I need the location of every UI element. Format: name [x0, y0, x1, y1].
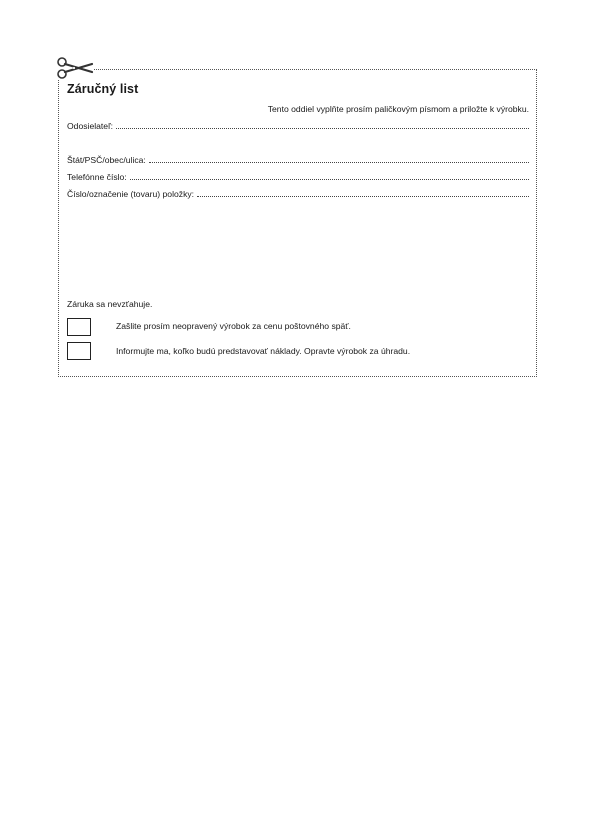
return-unrepaired-label: Zašlite prosím neopravený výrobok za cenu poštovného späť. [116, 321, 351, 331]
sender-label: Odosielateľ: [67, 121, 113, 131]
item-number-line[interactable] [197, 195, 529, 197]
cost-estimate-checkbox[interactable] [67, 342, 91, 360]
item-number-label: Číslo/označenie (tovaru) položky: [67, 189, 195, 199]
phone-label: Telefónne číslo: [67, 172, 127, 182]
instruction-text: Tento oddiel vyplňte prosím paličkovým písmom a priložte k výrobku. [267, 104, 529, 114]
sender-field[interactable] [67, 121, 529, 131]
address-field[interactable] [67, 155, 529, 165]
form-title: Záručný list [67, 82, 139, 96]
cost-estimate-label: Informujte ma, koľko budú predstavovať náklady. Opravte výrobok za úhradu. [116, 346, 411, 356]
item-number-field[interactable] [67, 189, 529, 199]
phone-line[interactable] [130, 178, 529, 180]
address-line[interactable] [149, 161, 529, 163]
address-label: Štát/PSČ/obec/ulica: [67, 155, 146, 165]
return-unrepaired-checkbox[interactable] [67, 318, 91, 336]
disclaimer-text: Záruka sa nevzťahuje. [67, 299, 153, 309]
scissors-icon [54, 56, 94, 80]
phone-field[interactable] [67, 172, 529, 182]
sender-line[interactable] [116, 127, 529, 129]
